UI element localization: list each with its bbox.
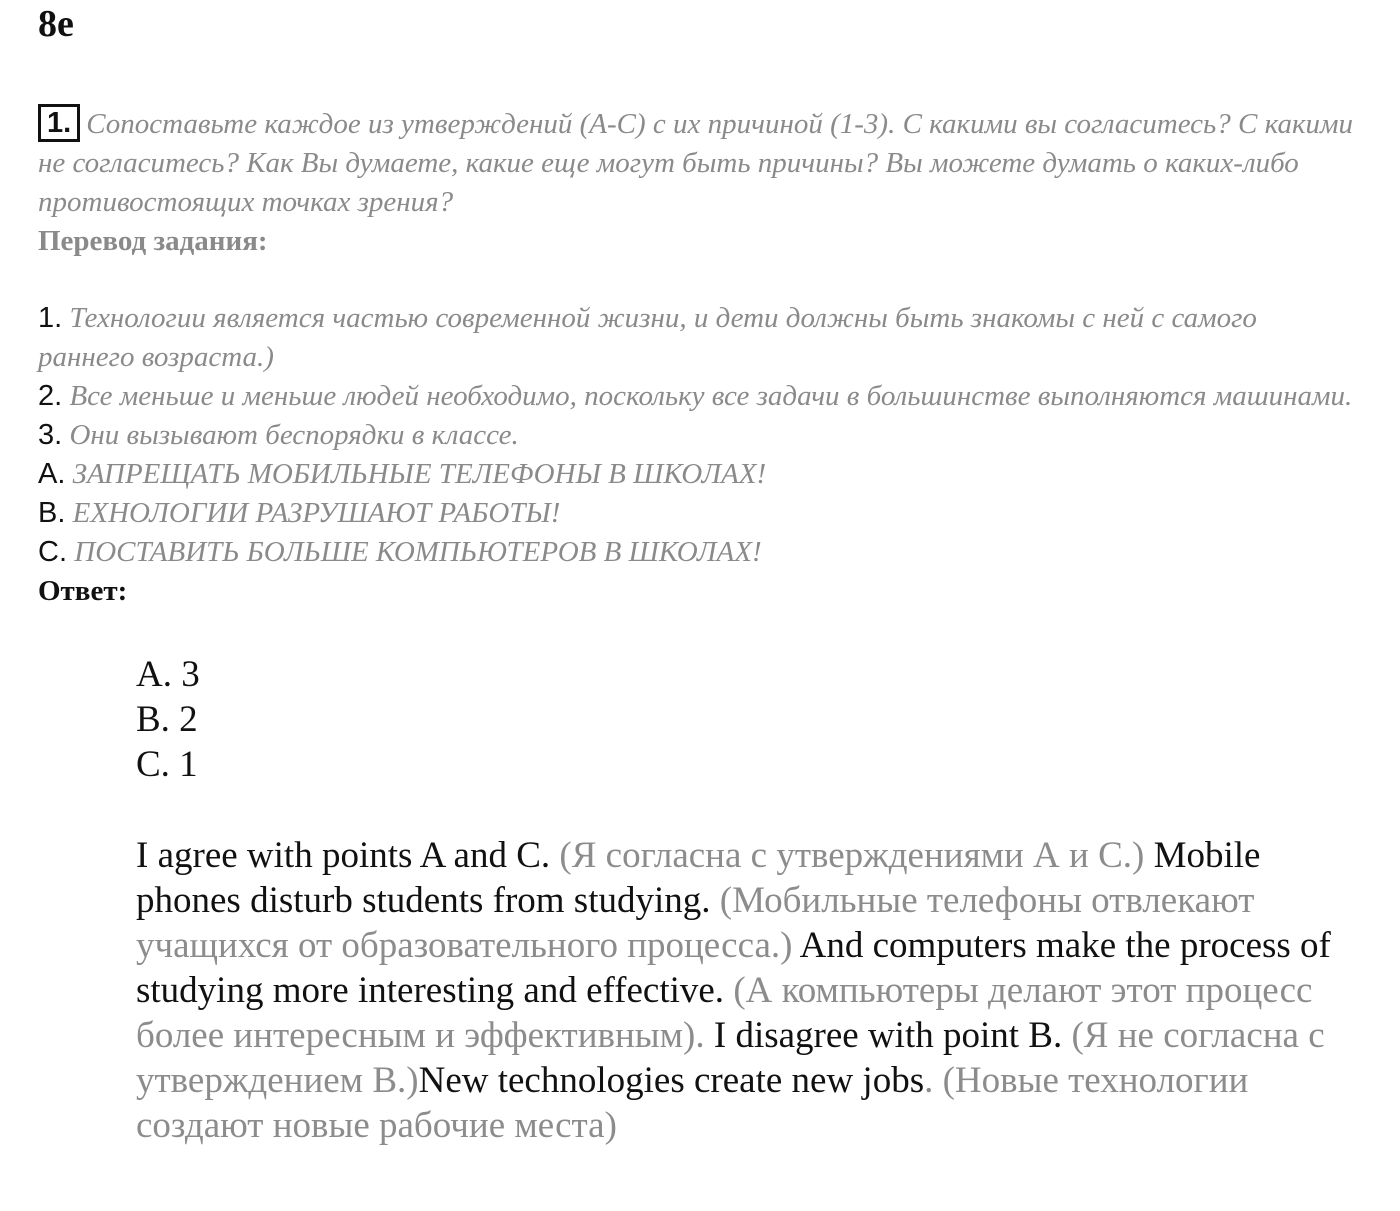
essay-english: And computers make the process of studying more interesting and effective. bbox=[136, 925, 1331, 1011]
item-marker: 3. bbox=[38, 419, 63, 451]
item-text: Технологии является частью современной жизни, и дети должны быть знакомы с ней с самого раннего возраста.) bbox=[38, 302, 1257, 373]
task-instruction-line bbox=[38, 104, 1358, 222]
task-block bbox=[38, 104, 1358, 611]
item-text: Они вызывают беспорядки в классе. bbox=[69, 419, 519, 451]
item-text: ЕХНОЛОГИИ РАЗРУШАЮТ РАБОТЫ! bbox=[72, 497, 561, 529]
task-instruction: Сопоставьте каждое из утверждений (A-C) с их причиной (1-3). С какими вы согласитесь? С какими не согласитесь? Как Вы думаете, какие еще могут быть причины? Вы можете думать о каких-либо противостоящих точках зрения? bbox=[38, 108, 1354, 218]
reason-item-2 bbox=[38, 377, 1358, 416]
item-marker: A. bbox=[38, 458, 66, 490]
translation-heading: Перевод задания: bbox=[38, 225, 268, 257]
item-text: Все меньше и меньше людей необходимо, поскольку все задачи в большинстве выполняются машинами. bbox=[69, 380, 1353, 412]
section-title: 8e bbox=[38, 3, 74, 45]
item-text: ПОСТАВИТЬ БОЛЬШЕ КОМПЬЮТЕРОВ В ШКОЛАХ! bbox=[74, 536, 762, 568]
answer-heading: Ответ: bbox=[38, 575, 128, 607]
item-marker: 1. bbox=[38, 302, 63, 334]
answer-item: A. 3 bbox=[136, 654, 200, 695]
essay-translation: (Я согласна с утверждениями А и С.) bbox=[550, 835, 1145, 876]
item-text: ЗАПРЕЩАТЬ МОБИЛЬНЫЕ ТЕЛЕФОНЫ В ШКОЛАХ! bbox=[72, 458, 767, 490]
task-number-box: 1. bbox=[38, 104, 80, 142]
item-marker: B. bbox=[38, 497, 66, 529]
essay-translation: (Я не согласна с утверждением В.) bbox=[136, 1015, 1325, 1101]
answer-item: C. 1 bbox=[136, 744, 198, 785]
reason-item-1 bbox=[38, 299, 1358, 377]
reason-item-3 bbox=[38, 416, 1358, 455]
essay-english: I disagree with point B. bbox=[704, 1015, 1063, 1056]
essay-translation: (Мобильные телефоны отвлекают учащихся от образовательного процесса.) bbox=[136, 880, 1255, 966]
statement-item-c bbox=[38, 533, 1358, 572]
statement-item-b bbox=[38, 494, 1358, 533]
answer-list bbox=[136, 652, 200, 787]
essay-english: Mobile phones disturb students from studying. bbox=[136, 835, 1261, 921]
essay-translation: (А компьютеры делают этот процесс более интересным и эффективным). bbox=[136, 970, 1313, 1056]
answer-item: B. 2 bbox=[136, 699, 198, 740]
essay-translation: . (Новые технологии создают новые рабочие места) bbox=[136, 1060, 1249, 1146]
spacer bbox=[38, 261, 1358, 299]
item-marker: 2. bbox=[38, 380, 63, 412]
essay-paragraph bbox=[136, 833, 1361, 1148]
essay-english: New technologies create new jobs bbox=[418, 1060, 925, 1101]
item-marker: C. bbox=[38, 536, 67, 568]
essay-english: I agree with points A and C. bbox=[136, 835, 551, 876]
statement-item-a bbox=[38, 455, 1358, 494]
